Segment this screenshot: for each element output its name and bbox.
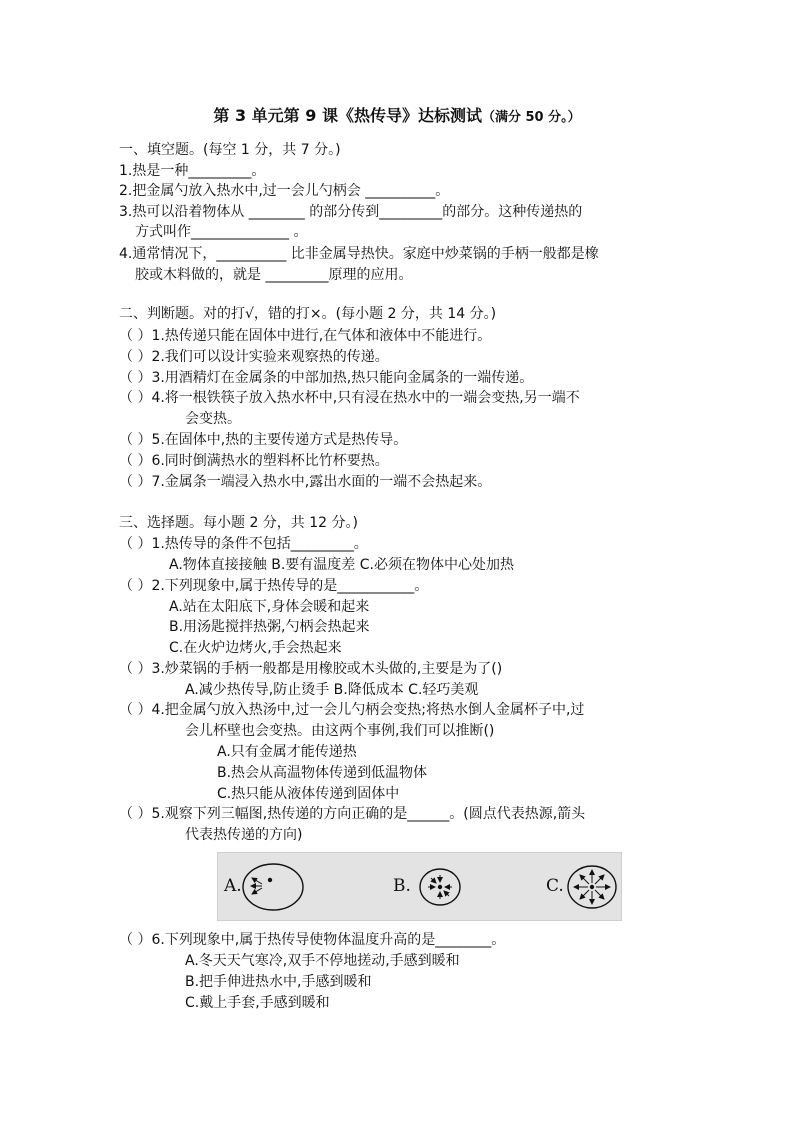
judge-item-4-cont: 会变热。	[185, 411, 241, 427]
figure-label-c: C.	[546, 876, 564, 896]
judge-item-3: （ ）3.用酒精灯在金属条的中部加热,热只能向金属条的一端传递。	[119, 370, 534, 386]
choice-item-3: （ ）3.炒菜锅的手柄一般都是用橡胶或木头做的,主要是为了()	[119, 661, 503, 677]
choice-item-1: （ ）1.热传导的条件不包括_________。	[119, 536, 368, 552]
fill-item-3: 3.热可以沿着物体从 ________ 的部分传到_________的部分。这种传递热的	[119, 204, 583, 220]
choice-item-2-option-b: B.用汤匙搅拌热粥,勺柄会热起来	[169, 619, 370, 635]
fill-item-2: 2.把金属勺放入热水中,过一会儿勺柄会 __________。	[119, 183, 450, 199]
figure-label-a: A.	[224, 876, 242, 896]
judge-item-2: （ ）2.我们可以设计实验来观察热的传递。	[119, 349, 389, 365]
diagram-a	[243, 864, 303, 910]
section2-heading: 二、判断题。对的打√，错的打×。(每小题 2 分，共 14 分。)	[119, 306, 497, 322]
choice-item-2: （ ）2.下列现象中,属于热传导的是___________。	[119, 578, 429, 594]
judge-item-4: （ ）4.将一根铁筷子放入热水杯中,只有浸在热水中的一端会变热,另一端不	[119, 390, 580, 406]
choice-item-4-option-b: B.热会从高温物体传递到低温物体	[217, 765, 428, 781]
fill-item-4: 4.通常情况下，__________ 比非金属导热快。家庭中炒菜锅的手柄一般都是橡	[119, 246, 599, 262]
judge-item-7: （ ）7.金属条一端浸入热水中,露出水面的一端不会热起来。	[119, 474, 492, 490]
diagram-c	[568, 866, 616, 908]
choice-item-2-option-c: C.在火炉边烤火,手会热起来	[169, 640, 342, 656]
heat-direction-figure	[217, 852, 622, 921]
choice-item-6-option-b: B.把手伸进热水中,手感到暖和	[185, 974, 372, 990]
choice-item-4: （ ）4.把金属勺放入热汤中,过一会儿勺柄会变热;将热水倒人金属杯子中,过	[119, 702, 585, 718]
choice-item-6-option-c: C.戴上手套,手感到暖和	[185, 995, 330, 1011]
choice-item-6-option-a: A.冬天天气寒冷,双手不停地搓动,手感到暖和	[185, 953, 460, 969]
figure-label-b: B.	[393, 876, 411, 896]
section3-heading: 三、选择题。每小题 2 分，共 12 分。)	[119, 515, 358, 531]
choice-item-5-cont: 代表热传递的方向)	[185, 827, 303, 843]
choice-item-6: （ ）6.下列现象中,属于热传导使物体温度升高的是________。	[119, 932, 506, 948]
choice-item-5: （ ）5.观察下列三幅图,热传递的方向正确的是______。(圆点代表热源,箭头	[119, 806, 586, 822]
choice-item-1-options: A.物体直接接触 B.要有温度差 C.必须在物体中心处加热	[169, 557, 514, 573]
fill-item-4-cont: 胶或木料做的，就是 _________原理的应用。	[135, 267, 413, 283]
choice-item-2-option-a: A.站在太阳底下,身体会暖和起来	[169, 599, 370, 615]
page-title	[0, 106, 794, 128]
section1-heading: 一、填空题。(每空 1 分，共 7 分。)	[119, 142, 341, 158]
judge-item-1: （ ）1.热传递只能在固体中进行,在气体和液体中不能进行。	[119, 328, 492, 344]
choice-item-4-option-a: A.只有金属才能传递热	[217, 744, 357, 760]
title-note: （满分 50 分。）	[481, 110, 581, 125]
fill-item-3-cont: 方式叫作______________ 。	[135, 224, 308, 240]
title-main: 第 3 单元第 9 课《热传导》达标测试	[213, 106, 482, 125]
judge-item-5: （ ）5.在固体中,热的主要传递方式是热传导。	[119, 432, 408, 448]
choice-item-4-option-c: C.热只能从液体传递到固体中	[217, 786, 400, 802]
fill-item-1: 1.热是一种_________。	[119, 163, 266, 179]
judge-item-6: （ ）6.同时倒满热水的塑料杯比竹杯要热。	[119, 453, 389, 469]
choice-item-4-cont: 会儿杯壁也会变热。由这两个事例,我们可以推断()	[185, 723, 495, 739]
diagram-b	[420, 869, 460, 905]
heat-diagram-svg	[218, 853, 621, 920]
choice-item-3-options: A.减少热传导,防止烫手 B.降低成本 C.轻巧美观	[185, 682, 479, 698]
